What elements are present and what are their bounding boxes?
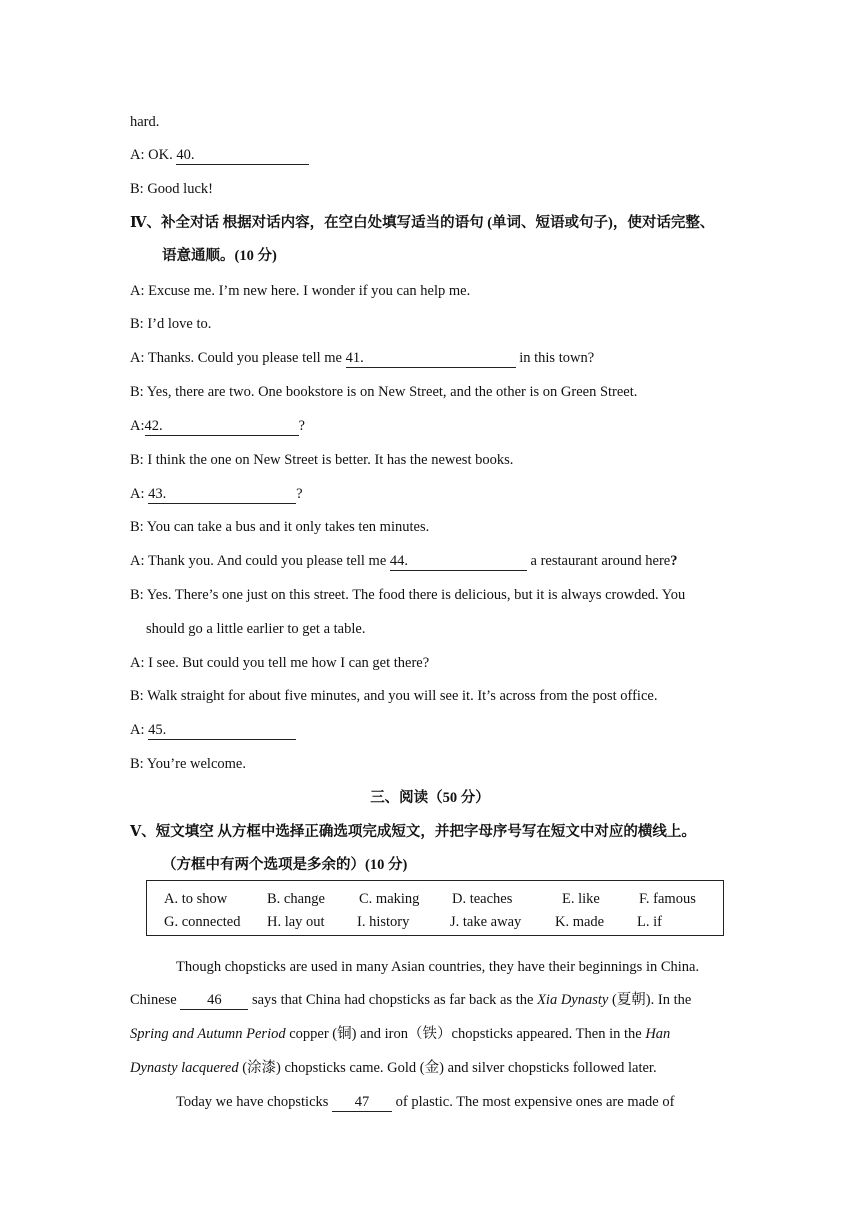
dialogue-line xyxy=(130,145,309,165)
line-text: (夏朝). In the xyxy=(608,992,692,1008)
line-text: a restaurant around here xyxy=(526,553,671,569)
line-text: Today we have chopsticks xyxy=(176,1094,333,1110)
italic-term: Xia Dynasty xyxy=(537,992,609,1008)
answer-blank-46[interactable]: 46 xyxy=(180,991,248,1010)
section-heading: Ⅴ、短文填空 从方框中选择正确选项完成短文，并把字母序号写在短文中对应的横线上。 xyxy=(130,824,696,840)
answer-blank-40[interactable]: 40. xyxy=(176,146,309,165)
dialogue-line: B: Yes, there are two. One bookstore is on New Street, and the other is on Green Street. xyxy=(130,384,638,400)
line-text: of plastic. The most expensive ones are made of xyxy=(392,1094,675,1110)
option-f: F. famous xyxy=(639,891,696,907)
dialogue-line xyxy=(130,720,296,740)
dialogue-line xyxy=(130,416,305,436)
italic-term: Dynasty lacquered xyxy=(130,1060,239,1076)
options-box xyxy=(146,880,724,936)
answer-blank-44[interactable]: 44. xyxy=(390,552,527,571)
option-c: C. making xyxy=(359,891,420,907)
section-heading-cont: 语意通顺。(10 分) xyxy=(162,248,277,264)
dialogue-line xyxy=(130,551,677,571)
option-l: L. if xyxy=(637,914,662,930)
option-k: K. made xyxy=(555,914,605,930)
dialogue-line: A: I see. But could you tell me how I can get there? xyxy=(130,655,430,671)
option-d: D. teaches xyxy=(452,891,513,907)
passage-line: Though chopsticks are used in many Asian countries, they have their beginnings in China. xyxy=(176,959,700,975)
italic-term: Han xyxy=(645,1026,671,1042)
line-text: A: xyxy=(130,722,149,738)
question-mark: ? xyxy=(670,553,678,569)
passage-line xyxy=(176,1092,674,1112)
line-text: says that China had chopsticks as far back as the xyxy=(248,992,538,1008)
option-g: G. connected xyxy=(164,914,241,930)
option-e: E. like xyxy=(562,891,600,907)
italic-term: Spring and Autumn Period xyxy=(130,1026,286,1042)
line-text: ? xyxy=(298,418,305,434)
dialogue-line: B: You can take a bus and it only takes ten minutes. xyxy=(130,519,430,535)
dialogue-line: A: Excuse me. I’m new here. I wonder if you can help me. xyxy=(130,283,471,299)
dialogue-line: B: I think the one on New Street is better. It has the newest books. xyxy=(130,452,514,468)
answer-blank-47[interactable]: 47 xyxy=(332,1093,392,1112)
option-h: H. lay out xyxy=(267,914,325,930)
option-j: J. take away xyxy=(450,914,522,930)
passage-line xyxy=(130,990,691,1010)
option-a: A. to show xyxy=(164,891,228,907)
line-text: A: OK. xyxy=(130,147,177,163)
line-text: A: xyxy=(130,418,145,434)
dialogue-line: B: Yes. There’s one just on this street. The food there is delicious, but it is always crowded. You xyxy=(130,587,686,603)
dialogue-line-cont: should go a little earlier to get a table. xyxy=(146,621,366,637)
dialogue-line: hard. xyxy=(130,114,160,130)
section-heading: Ⅳ、补全对话 根据对话内容，在空白处填写适当的语句 (单词、短语或句子)，使对话完整、 xyxy=(130,215,715,231)
option-i: I. history xyxy=(357,914,410,930)
dialogue-line xyxy=(130,484,303,504)
line-text: A: Thanks. Could you please tell me xyxy=(130,350,346,366)
dialogue-line: B: You’re welcome. xyxy=(130,756,246,772)
option-b: B. change xyxy=(267,891,325,907)
line-text: Chinese xyxy=(130,992,181,1008)
dialogue-line: B: Walk straight for about five minutes, and you will see it. It’s across from the post office. xyxy=(130,688,658,704)
line-text: A: Thank you. And could you please tell me xyxy=(130,553,390,569)
answer-blank-41[interactable]: 41. xyxy=(346,349,516,368)
dialogue-line xyxy=(130,348,594,368)
dialogue-line: B: Good luck! xyxy=(130,181,213,197)
line-text: ? xyxy=(296,486,303,502)
line-text: in this town? xyxy=(515,350,595,366)
answer-blank-43[interactable]: 43. xyxy=(148,485,296,504)
answer-blank-42[interactable]: 42. xyxy=(145,417,299,436)
line-text: A: xyxy=(130,486,149,502)
line-text: (涂漆) chopsticks came. Gold (金) and silver chopsticks followed later. xyxy=(238,1060,657,1076)
passage-line xyxy=(130,1058,657,1078)
answer-blank-45[interactable]: 45. xyxy=(148,721,296,740)
passage-line xyxy=(130,1024,670,1044)
line-text: copper (铜) and iron（铁）chopsticks appeared. Then in the xyxy=(285,1026,646,1042)
section-heading-cont: （方框中有两个选项是多余的）(10 分) xyxy=(162,857,408,873)
dialogue-line: B: I’d love to. xyxy=(130,316,212,332)
part-title: 三、阅读（50 分） xyxy=(370,790,490,806)
